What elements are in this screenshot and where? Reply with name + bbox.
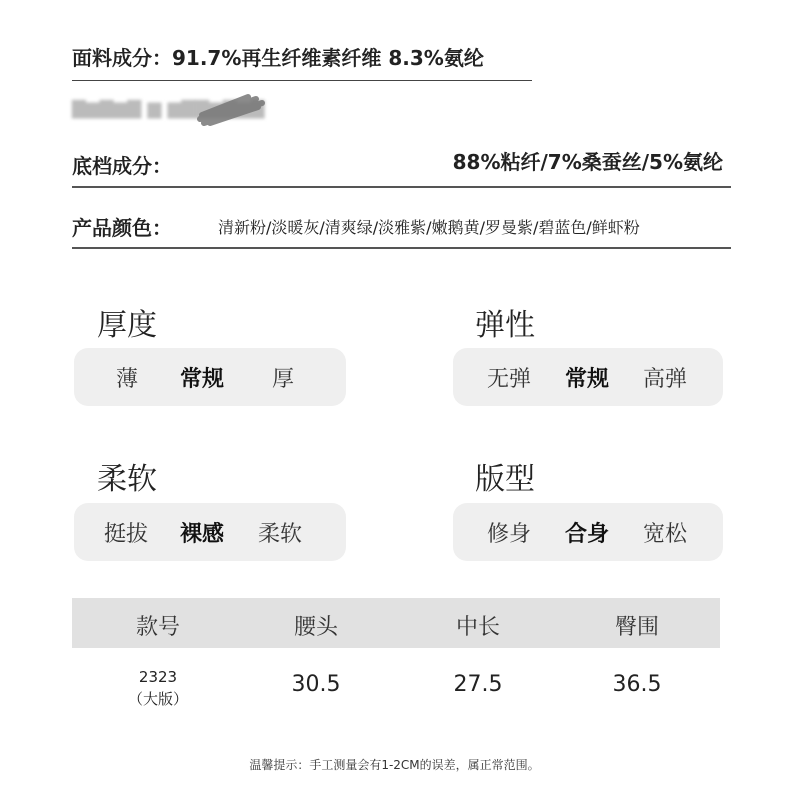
divider — [72, 80, 532, 81]
elasticity-option-normal: 常规 — [565, 367, 610, 392]
softness-option-bare: 裸感 — [180, 522, 225, 547]
fit-scale — [453, 503, 723, 561]
elasticity-scale — [453, 348, 723, 406]
elasticity-option-none: 无弹 — [487, 367, 532, 392]
fit-option-slim: 修身 — [487, 522, 532, 547]
crotch-label: 底档成分： — [72, 154, 172, 178]
length-value: 27.5 — [453, 672, 503, 697]
colors-value: 清新粉/淡暖灰/清爽绿/淡雅紫/嫩鹅黄/罗曼紫/碧蓝色/鲜虾粉 — [218, 218, 640, 237]
scribble-mark — [196, 93, 266, 127]
thickness-option-normal: 常规 — [180, 367, 225, 392]
header-length: 中长 — [455, 615, 501, 640]
thickness-option-thick: 厚 — [272, 367, 295, 392]
colors-label: 产品颜色： — [72, 216, 172, 240]
fit-title: 版型 — [475, 462, 535, 497]
fit-option-loose: 宽松 — [643, 522, 688, 547]
style-number: 2323 — [138, 668, 178, 686]
elasticity-option-high: 高弹 — [643, 367, 688, 392]
fabric-composition: 面料成分：91.7%再生纤维素纤维 8.3%氨纶 — [72, 46, 484, 70]
style-version: （大版） — [127, 690, 189, 708]
header-style-no: 款号 — [135, 615, 181, 640]
softness-title: 柔软 — [97, 462, 157, 497]
thickness-option-thin: 薄 — [116, 367, 139, 392]
thickness-title: 厚度 — [97, 308, 157, 343]
fit-option-regular: 合身 — [565, 522, 610, 547]
waist-value: 30.5 — [291, 672, 341, 697]
elasticity-title: 弹性 — [475, 308, 535, 343]
header-hip: 臀围 — [614, 615, 660, 640]
softness-option-stiff: 挺拔 — [104, 522, 149, 547]
divider — [72, 247, 731, 249]
softness-option-soft: 柔软 — [258, 522, 303, 547]
hip-value: 36.5 — [612, 672, 662, 697]
crotch-value: 88%粘纤/7%桑蚕丝/5%氨纶 — [452, 150, 723, 174]
divider — [72, 186, 731, 188]
measurement-note: 温馨提示：手工测量会有1-2CM的误差，属正常范围。 — [249, 758, 540, 772]
redacted-text: ▇▆▇▆▇ ▆ ▆▇▇▆▇▆▇ — [72, 98, 265, 119]
thickness-scale — [74, 348, 346, 406]
size-table-header — [72, 598, 720, 648]
header-waist: 腰头 — [293, 615, 339, 640]
softness-scale — [74, 503, 346, 561]
